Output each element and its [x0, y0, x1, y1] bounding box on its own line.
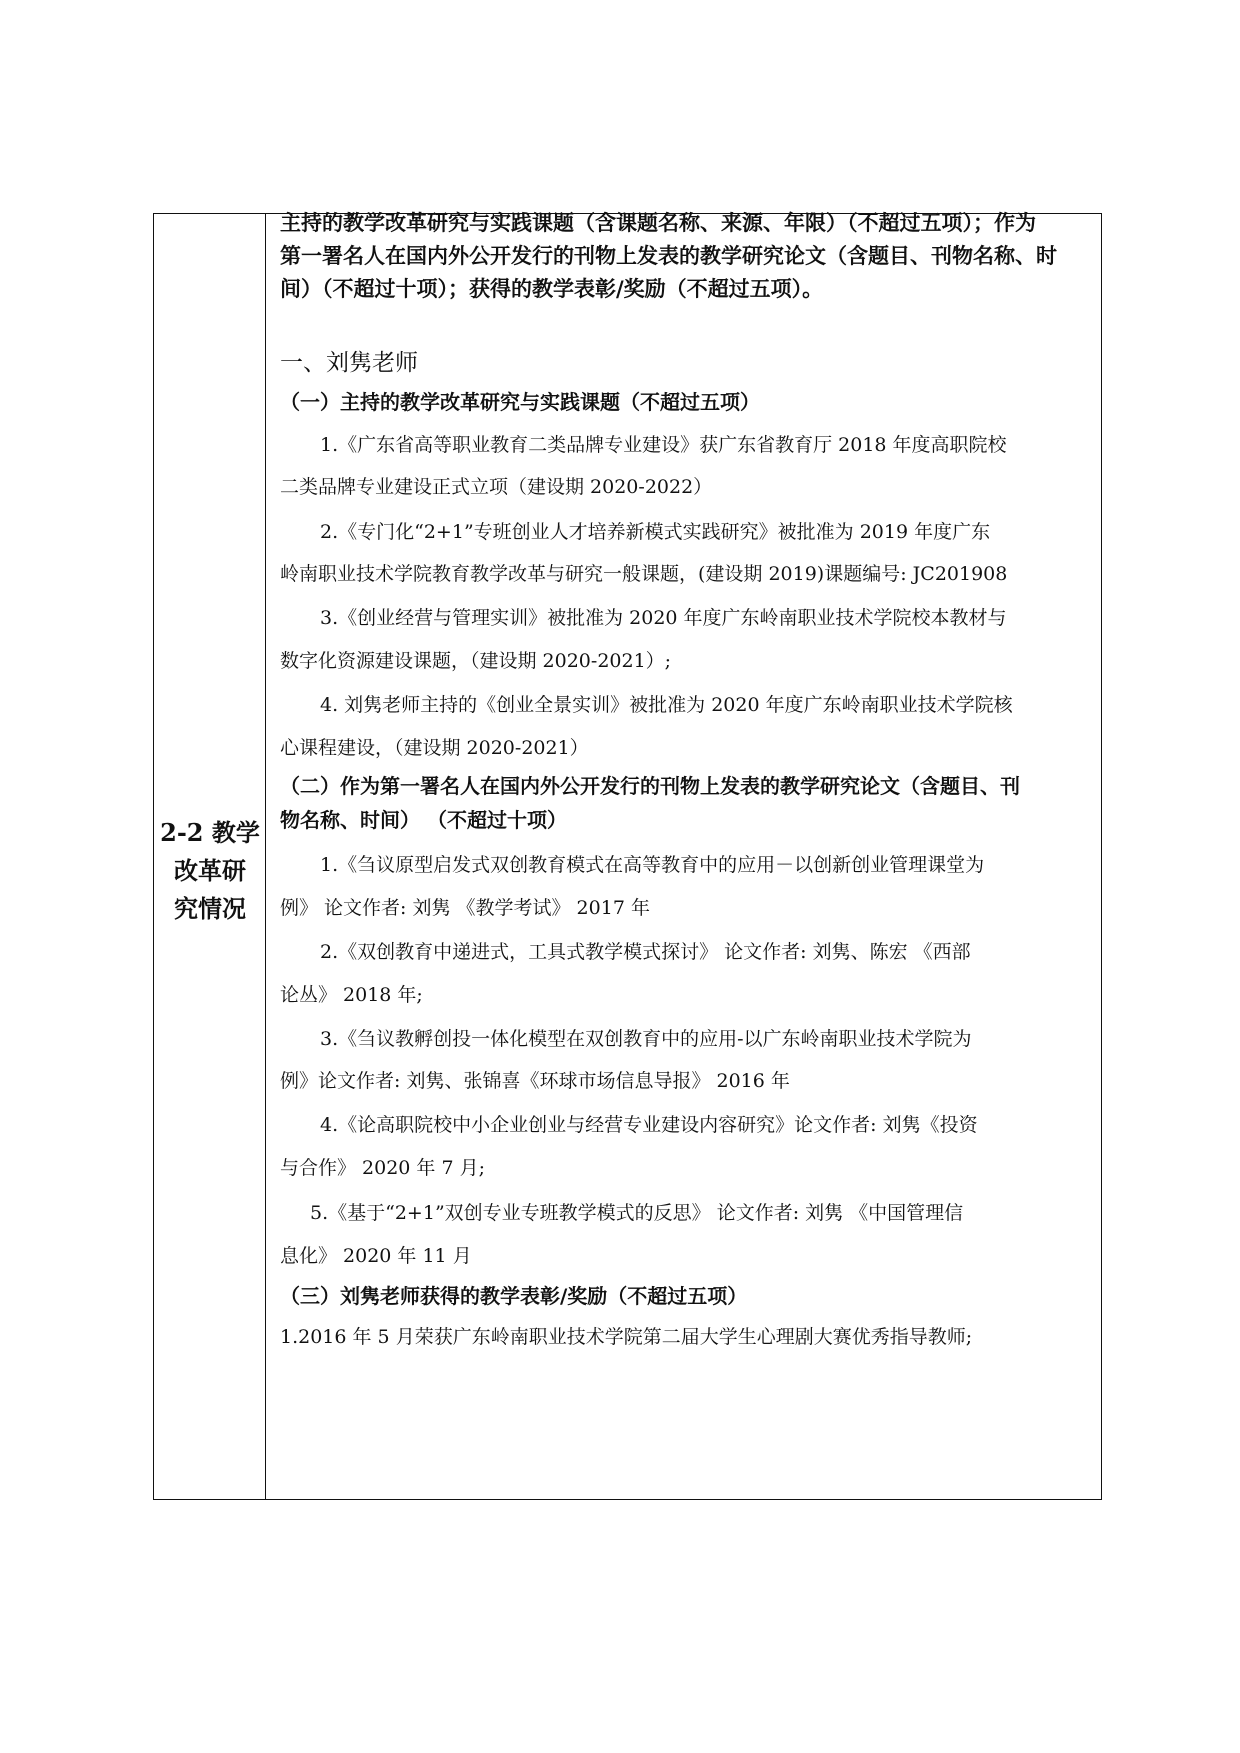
content-cell	[266, 210, 1101, 1499]
list-item-line: 1.《广东省高等职业教育二类品牌专业建设》获广东省教育厅 2018 年度高职院校	[320, 434, 1007, 456]
row-label-cell	[154, 214, 266, 1499]
list-item-line: 与合作》 2020 年 7 月;	[280, 1157, 486, 1179]
row-label-line: 改革研	[174, 856, 246, 885]
form-table	[153, 210, 1102, 1500]
list-item-line: 岭南职业技术学院教育教学改革与研究一般课题，(建设期 2019)课题编号: JC201908	[280, 563, 1008, 585]
list-item-line: 数字化资源建设课题，（建设期 2020-2021）;	[280, 650, 672, 672]
section-heading: （一）主持的教学改革研究与实践课题（不超过五项）	[280, 390, 760, 414]
intro-line: 第一署名人在国内外公开发行的刊物上发表的教学研究论文（含题目、刊物名称、时	[280, 243, 1057, 268]
intro-line: 间）（不超过十项）；获得的教学表彰/奖励（不超过五项）。	[280, 276, 824, 301]
intro-line: 主持的教学改革研究与实践课题（含课题名称、来源、年限）（不超过五项）；作为	[280, 210, 1036, 235]
list-item-line: 心课程建设，（建设期 2020-2021）	[280, 737, 589, 759]
list-item-line: 例》 论文作者: 刘隽 《教学考试》 2017 年	[280, 897, 650, 919]
row-label-line: 2-2 教学	[160, 818, 260, 847]
list-item-line: 2.《双创教育中递进式，工具式教学模式探讨》 论文作者: 刘隽、陈宏 《西部	[320, 941, 971, 963]
content-body	[266, 210, 1102, 1499]
list-item-line: 3.《刍议教孵创投一体化模型在双创教育中的应用-以广东岭南职业技术学院为	[320, 1028, 972, 1050]
row-label-line: 究情况	[174, 894, 246, 923]
list-item-line: 2.《专门化“2+1”专班创业人才培养新模式实践研究》被批准为 2019 年度广东	[320, 521, 991, 543]
section-heading: （三）刘隽老师获得的教学表彰/奖励（不超过五项）	[280, 1284, 748, 1308]
list-item-line: 4.《论高职院校中小企业创业与经营专业建设内容研究》论文作者: 刘隽《投资	[320, 1114, 978, 1136]
list-item-line: 3.《创业经营与管理实训》被批准为 2020 年度广东岭南职业技术学院校本教材与	[320, 607, 1007, 629]
list-item-line: 1.2016 年 5 月荣获广东岭南职业技术学院第二届大学生心理剧大赛优秀指导教师;	[280, 1326, 973, 1348]
teacher-heading: 一、刘隽老师	[280, 350, 418, 376]
list-item-line: 5.《基于“2+1”双创专业专班教学模式的反思》 论文作者: 刘隽 《中国管理信	[310, 1202, 964, 1224]
section-heading: （二）作为第一署名人在国内外公开发行的刊物上发表的教学研究论文（含题目、刊	[280, 774, 1020, 798]
list-item-line: 论丛》 2018 年;	[280, 984, 423, 1006]
list-item-line: 1.《刍议原型启发式双创教育模式在高等教育中的应用－以创新创业管理课堂为	[320, 854, 985, 876]
list-item-line: 4. 刘隽老师主持的《创业全景实训》被批准为 2020 年度广东岭南职业技术学院核	[320, 694, 1013, 716]
list-item-line: 息化》 2020 年 11 月	[280, 1245, 472, 1267]
row-label	[154, 814, 266, 928]
list-item-line: 二类品牌专业建设正式立项（建设期 2020-2022）	[280, 476, 713, 498]
list-item-line: 例》论文作者: 刘隽、张锦喜《环球市场信息导报》 2016 年	[280, 1070, 790, 1092]
section-heading: 物名称、时间） （不超过十项）	[280, 808, 567, 832]
